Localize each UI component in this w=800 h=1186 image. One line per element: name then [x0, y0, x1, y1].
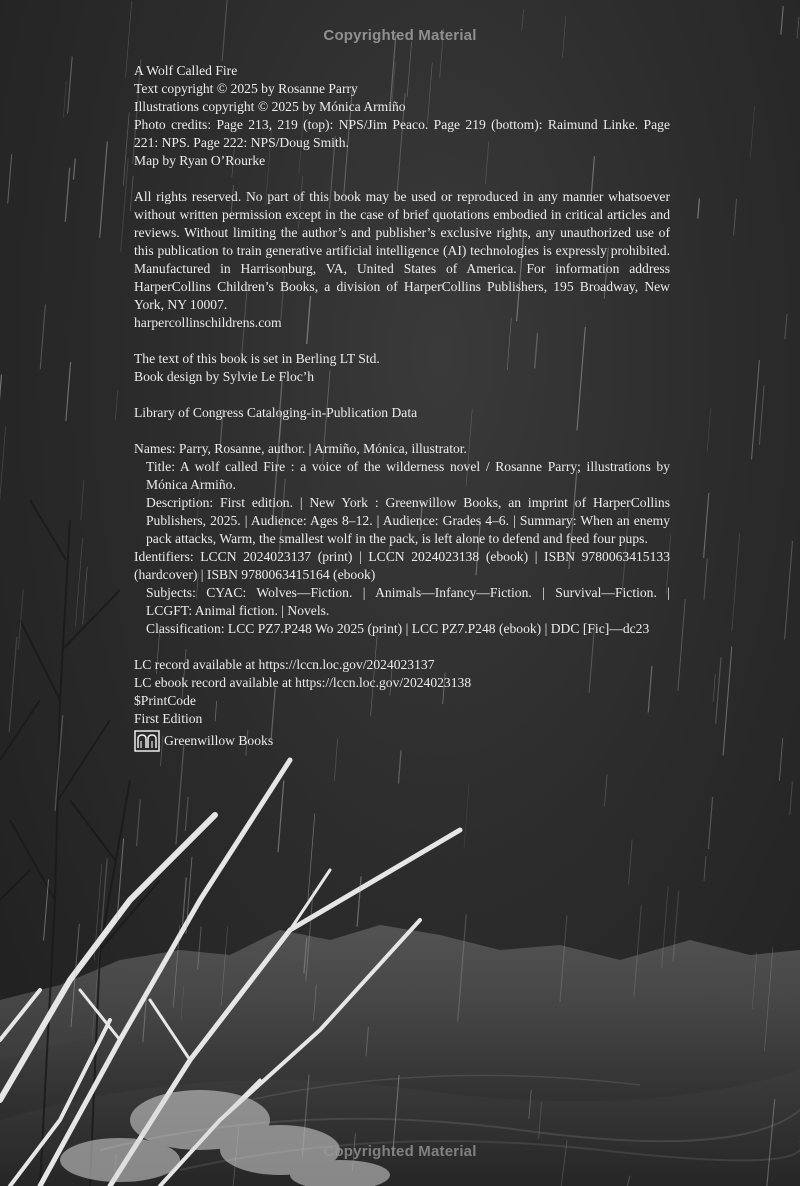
greenwillow-logo-icon	[134, 730, 160, 752]
rain-streak	[63, 81, 66, 118]
rain-streak	[100, 142, 108, 238]
rain-streak	[83, 567, 88, 624]
rain-streak	[704, 493, 709, 558]
rain-streak	[357, 876, 361, 926]
rain-streak	[198, 927, 202, 970]
rain-streak	[398, 750, 401, 783]
rain-streak	[662, 886, 669, 968]
rain-streak	[66, 362, 71, 421]
rain-streak	[81, 480, 84, 520]
rain-streak	[723, 647, 732, 756]
rain-streak	[9, 637, 17, 732]
rain-streak	[173, 925, 180, 1007]
rain-streak	[629, 839, 633, 884]
print-code: $PrintCode	[134, 693, 196, 708]
publisher-row	[134, 730, 670, 752]
rain-streak	[123, 112, 129, 185]
rain-streak	[458, 914, 467, 1021]
rain-streak	[713, 674, 715, 702]
cip-classification: Classification: LCC PZ7.P248 Wo 2025 (print) | LCC PZ7.P248 (ebook) | DDC [Fic]—dc23	[146, 621, 650, 636]
rain-streak	[634, 905, 641, 997]
loc-heading: Library of Congress Cataloging-in-Publication Data	[134, 405, 418, 420]
map-credit: Map by Ryan O’Rourke	[134, 153, 266, 168]
rain-streak	[752, 360, 760, 459]
text-copyright: Text copyright © 2025 by Rosanne Parry	[134, 81, 358, 96]
rain-streak	[785, 314, 787, 339]
rain-streak	[68, 57, 73, 114]
rain-streak	[306, 890, 313, 981]
rain-streak	[181, 985, 184, 1020]
rain-streak	[0, 375, 2, 423]
rain-streak	[137, 799, 141, 846]
rain-streak	[678, 599, 685, 691]
rain-streak	[130, 176, 133, 211]
cip-subjects: Subjects: CYAC: Wolves—Fiction. | Animals—Infancy—Fiction. | Survival—Fiction. | LCGFT: Animal fiction. | Novels.	[146, 585, 670, 618]
rain-streak	[117, 839, 124, 922]
cip-description: Description: First edition. | New York : Greenwillow Books, an imprint of HarperCollins Publishers, 2025. | Audience: Ages 8–12. | Audience: Grades 4–6. | Summary: When an enemy pack attacks, Warm, the smallest wolf in the pack, is left alone to defend and feed four pups.	[146, 495, 670, 546]
rain-streak	[8, 154, 12, 203]
rain-streak	[464, 784, 469, 848]
rain-streak	[529, 1090, 531, 1119]
rain-streak	[143, 996, 147, 1042]
rain-streak	[101, 859, 107, 932]
cip-names: Names: Parry, Rosanne, author. | Armiño, Mónica, illustrator.	[134, 441, 467, 456]
cip-identifiers: Identifiers: LCCN 2024023137 (print) | LCCN 2024023138 (ebook) | ISBN 9780063415133 (hardcover) | ISBN 9780063415164 (ebook)	[134, 549, 670, 582]
rain-streak	[734, 199, 737, 236]
cip-title: Title: A wolf called Fire : a voice of the wilderness novel / Rosanne Parry; illustrations by Mónica Armiño.	[146, 459, 670, 492]
rights-block	[134, 188, 670, 332]
rain-streak	[707, 409, 710, 451]
rain-streak	[765, 947, 773, 1051]
watermark-bottom: Copyrighted Material	[323, 1143, 477, 1160]
rain-streak	[673, 891, 679, 962]
watermark-top: Copyrighted Material	[323, 27, 477, 44]
rain-streak	[308, 814, 315, 900]
rain-streak	[44, 880, 49, 941]
website: harpercollinschildrens.com	[134, 315, 282, 330]
rain-streak	[539, 1102, 542, 1139]
rain-streak	[366, 1027, 368, 1057]
rain-streak	[304, 938, 307, 973]
rain-streak	[176, 745, 184, 845]
rain-streak	[732, 534, 740, 632]
rain-streak	[0, 427, 6, 500]
rain-streak	[71, 924, 79, 1027]
lc-record: LC record available at https://lccn.loc.gov/2024023137	[134, 657, 435, 672]
rain-streak	[750, 106, 754, 158]
rights-statement: All rights reserved. No part of this book may be used or reproduced in any manner whatsoever without written permission except in the case of brief quotations embodied in critical articles and reviews. Without limiting the author’s and publisher’s exclusive rights, any unauthorized use of this publication to train generative artificial intelligence (AI) technologies is expressly prohibited. Manufactured in Harrisonburg, VA, United States of America. For information address HarperCollins Children’s Books, a division of HarperCollins Publishers, 195 Broadway, New York, NY 10007.	[134, 189, 670, 312]
rain-streak	[76, 538, 83, 626]
publisher-name: Greenwillow Books	[164, 733, 274, 748]
rain-streak	[221, 927, 227, 1006]
rain-streak	[92, 941, 100, 1042]
rain-streak	[704, 856, 706, 881]
rain-streak	[94, 864, 102, 961]
typeface-note: The text of this book is set in Berling LT Std.	[134, 351, 380, 366]
cip-block	[134, 440, 670, 638]
rain-streak	[759, 385, 764, 444]
rain-streak	[183, 878, 187, 925]
rain-streak	[278, 781, 284, 853]
rain-streak	[708, 797, 712, 849]
rain-streak	[55, 715, 63, 811]
rain-streak	[185, 797, 188, 831]
rain-streak	[790, 781, 793, 815]
typeset-block	[134, 350, 670, 386]
book-title: A Wolf Called Fire	[134, 63, 238, 78]
rain-streak	[605, 774, 608, 806]
rain-streak	[186, 857, 192, 934]
rain-streak	[752, 952, 757, 1009]
records-block	[134, 656, 670, 728]
rain-streak	[40, 305, 45, 370]
photo-credits: Photo credits: Page 213, 219 (top): NPS/Jim Peaco. Page 219 (bottom): Raimund Linke. Page 221: NPS. Page 222: NPS/Doug Smith.	[134, 117, 670, 150]
rain-streak	[560, 916, 567, 1002]
lc-ebook-record: LC ebook record available at https://lccn.loc.gov/2024023138	[134, 675, 472, 690]
rain-streak	[779, 738, 782, 780]
rain-streak	[698, 198, 700, 218]
rain-streak	[74, 159, 76, 180]
rain-streak	[704, 558, 707, 599]
rain-streak	[716, 657, 721, 723]
title-block	[134, 62, 670, 170]
edition: First Edition	[134, 711, 203, 726]
rain-streak	[65, 168, 69, 222]
design-credit: Book design by Sylvie Le Floc’h	[134, 369, 315, 384]
illustrations-copyright: Illustrations copyright © 2025 by Mónica Armiño	[134, 99, 406, 114]
rain-streak	[18, 589, 23, 649]
rain-streak	[313, 985, 316, 1021]
rain-streak	[785, 541, 793, 640]
rain-streak	[115, 390, 117, 420]
rain-streak	[628, 1176, 630, 1186]
copyright-text	[134, 62, 670, 752]
